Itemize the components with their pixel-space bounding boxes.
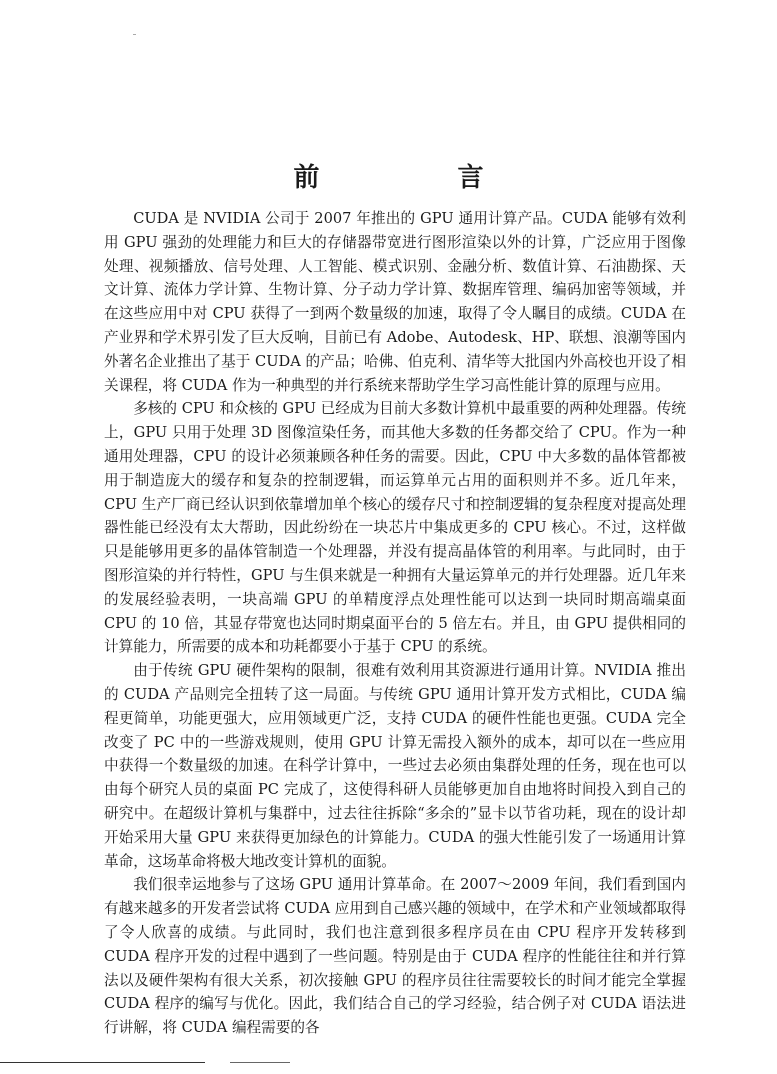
- footer-divider: [0, 1062, 205, 1063]
- paragraph-3: 由于传统 GPU 硬件架构的限制，很难有效利用其资源进行通用计算。NVIDIA 推出的 CUDA 产品则完全扭转了这一局面。与传统 GPU 通用计算开发方式相比，CUDA 编程更简单，功能更强大，应用领域更广泛，支持 CUDA 的硬件性能也更强。CUDA 完全改变了 PC 中的一些游戏规则，使用 GPU 计算无需投入额外的成本，却可以在一些应用中获得一个数量级的加速。在科学计算中，一些过去必须由集群处理的任务，现在也可以由每个研究人员的桌面 PC 完成了，这使得科研人员能够更加自由地将时间投入到自己的研究中。在超级计算机与集群中，过去往往拆除“多余的”显卡以节省功耗，现在的设计却开始采用大量 GPU 来获得更加绿色的计算能力。CUDA 的强大性能引发了一场通用计算革命，这场革命将极大地改变计算机的面貌。: [104, 662, 686, 870]
- paragraph-4: 我们很幸运地参与了这场 GPU 通用计算革命。在 2007～2009 年间，我们看到国内有越来越多的开发者尝试将 CUDA 应用到自己感兴趣的领域中，在学术和产业领域都取得了令人欣喜的成绩。与此同时，我们也注意到很多程序员在由 CPU 程序开发转移到 CUDA 程序开发的过程中遇到了一些问题。特别是由于 CUDA 程序的性能往往和并行算法以及硬件架构有很大关系，初次接触 GPU 的程序员往往需要较长的时间才能完全掌握 CUDA 程序的编写与优化。因此，我们结合自己的学习经验，结合例子对 CUDA 语法进行讲解，将 CUDA 编程需要的各: [104, 876, 686, 1037]
- paragraph-2: 多核的 CPU 和众核的 GPU 已经成为目前大多数计算机中最重要的两种处理器。传统上，GPU 只用于处理 3D 图像渲染任务，而其他大多数的任务都交给了 CPU。作为一种通用处理器，CPU 的设计必须兼顾各种任务的需要。因此，CPU 中大多数的晶体管都被用于制造庞大的缓存和复杂的控制逻辑，而运算单元占用的面积则并不多。近几年来，CPU 生产厂商已经认识到依靠增加单个核心的缓存尺寸和控制逻辑的复杂程度对提高处理器性能已经没有太大帮助，因此纷纷在一块芯片中集成更多的 CPU 核心。不过，这样做只是能够用更多的晶体管制造一个处理器，并没有提高晶体管的利用率。与此同时，由于图形渲染的并行特性，GPU 与生俱来就是一种拥有大量运算单元的并行处理器。近几年来的发展经验表明，一块高端 GPU 的单精度浮点处理性能可以达到一块同时期高端桌面 CPU 的 10 倍，其显存带宽也达同时期桌面平台的 5 倍左右。并且，由 GPU 提供相同的计算能力，所需要的成本和功耗都要小于基于 CPU 的系统。: [104, 400, 686, 656]
- footer-divider-short: [230, 1062, 290, 1063]
- scan-speck: [133, 34, 136, 35]
- page-title: 前 言: [293, 163, 540, 194]
- paragraph-1: CUDA 是 NVIDIA 公司于 2007 年推出的 GPU 通用计算产品。CUDA 能够有效利用 GPU 强劲的处理能力和巨大的存储器带宽进行图形渲染以外的计算，广泛应用于图像处理、视频播放、信号处理、人工智能、模式识别、金融分析、数值计算、石油勘探、天文计算、流体力学计算、生物计算、分子动力学计算、数据库管理、编码加密等领域，并在这些应用中对 CPU 获得了一到两个数量级的加速，取得了令人瞩目的成绩。CUDA 在产业界和学术界引发了巨大反响，目前已有 Adobe、Autodesk、HP、联想、浪潮等国内外著名企业推出了基于 CUDA 的产品；哈佛、伯克利、清华等大批国内外高校也开设了相关课程，将 CUDA 作为一种典型的并行系统来帮助学生学习高性能计算的原理与应用。: [104, 210, 686, 394]
- body-text: [104, 207, 686, 1040]
